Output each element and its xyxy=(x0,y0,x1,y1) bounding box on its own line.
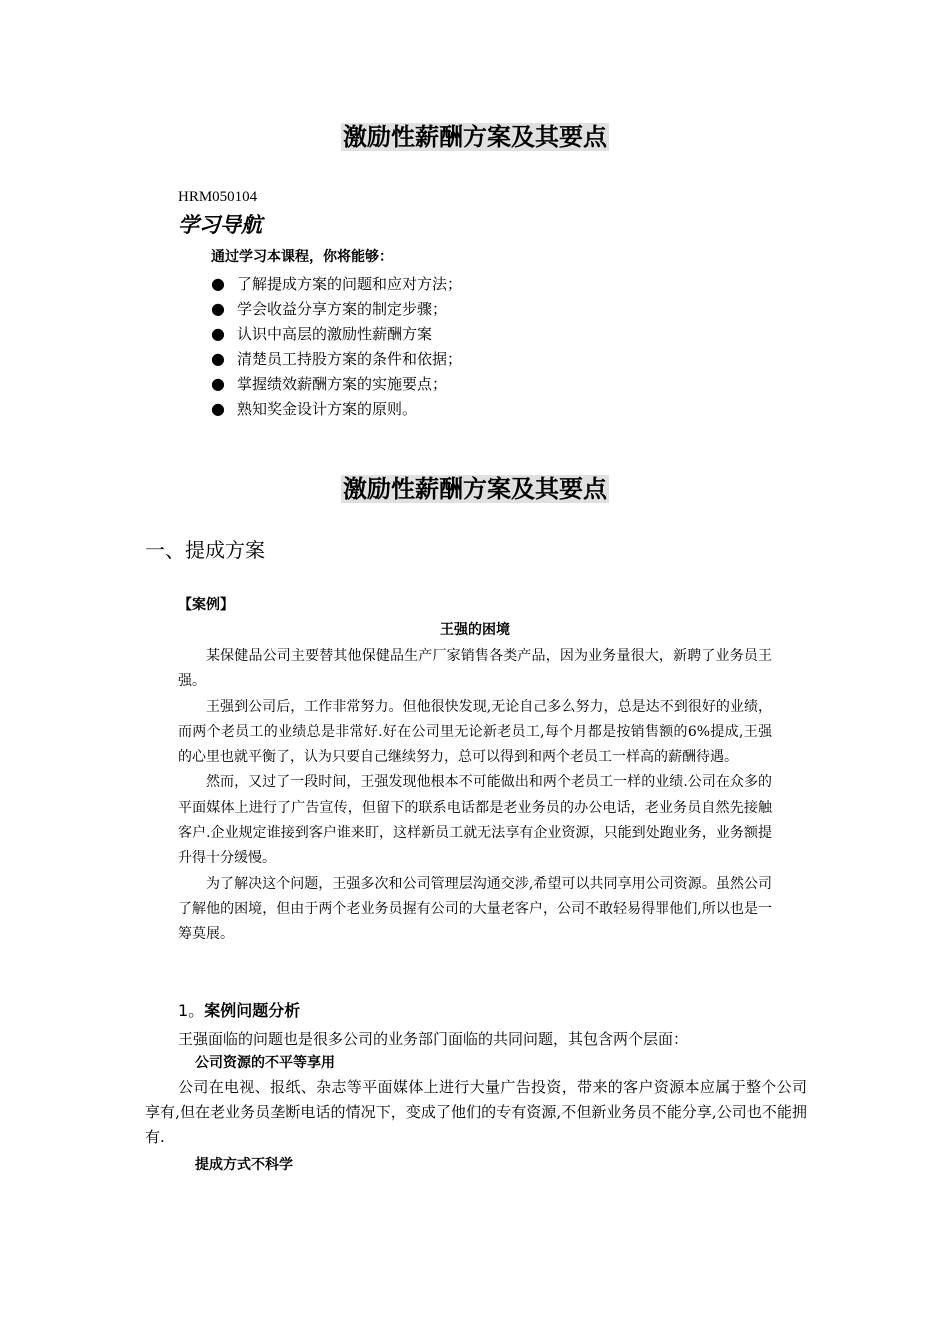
case-label: 【案例】 xyxy=(178,597,234,613)
analysis-intro: 王强面临的问题也是很多公司的业务部门面临的共同问题，其包含两个层面： xyxy=(178,1030,689,1048)
case-body xyxy=(178,644,772,948)
bullet-icon: ● xyxy=(211,399,225,418)
document-title xyxy=(0,122,950,152)
analysis-heading-text: 案例问题分析 xyxy=(204,1001,301,1020)
section-title xyxy=(0,474,950,504)
objective-text: 了解提成方案的问题和应对方法； xyxy=(237,275,463,293)
analysis-number: 1。 xyxy=(178,1001,205,1020)
case-paragraph: 为了解决这个问题，王强多次和公司管理层沟通交涉,希望可以共同享用公司资源。虽然公司了解他的困境，但由于两个老业务员握有公司的大量老客户，公司不敢轻易得罪他们,所以也是一筹莫展。 xyxy=(178,875,772,943)
bullet-icon: ● xyxy=(211,274,225,293)
case-paragraph: 然而，又过了一段时间，王强发现他根本不可能做出和两个老员工一样的业绩.公司在众多的平面媒体上进行了广告宣传，但留下的联系电话都是老业务员的办公电话，老业务员自然先接触客户.企业规定谁接到客户谁来盯，这样新员工就无法享有企业资源，只能到处跑业务，业务额提升得十分缓慢。 xyxy=(178,774,772,867)
bullet-icon: ● xyxy=(211,349,225,368)
bullet-icon: ● xyxy=(211,299,225,318)
objective-text: 清楚员工持股方案的条件和依据； xyxy=(237,350,463,368)
point-body-resources: 公司在电视、报纸、杂志等平面媒体上进行大量广告投资，带来的客户资源本应属于整个公司享有,但在老业务员垄断电话的情况下，变成了他们的专有资源,不但新业务员不能分享,公司也不能拥有. xyxy=(145,1078,807,1146)
objective-text: 掌握绩效薪酬方案的实施要点； xyxy=(237,375,448,393)
section-title-text: 激励性薪酬方案及其要点 xyxy=(343,475,607,503)
list-item xyxy=(211,396,462,421)
bullet-icon: ● xyxy=(211,374,225,393)
point-title-commission: 提成方式不科学 xyxy=(195,1157,293,1173)
objectives-list xyxy=(211,271,462,421)
list-item xyxy=(211,321,462,346)
objective-text: 认识中高层的激励性薪酬方案 xyxy=(237,325,433,343)
learning-navigation-heading: 学习导航 xyxy=(178,213,262,237)
list-item xyxy=(211,271,462,296)
case-title: 王强的困境 xyxy=(440,622,510,638)
analysis-heading xyxy=(178,999,300,1023)
case-paragraph: 某保健品公司主要替其他保健品生产厂家销售各类产品，因为业务量很大，新聘了业务员王强。 xyxy=(178,648,772,690)
list-item xyxy=(211,296,462,321)
list-item xyxy=(211,371,462,396)
learning-intro: 通过学习本课程，你将能够： xyxy=(211,249,393,265)
objective-text: 熟知奖金设计方案的原则。 xyxy=(237,400,418,418)
section-heading: 一、提成方案 xyxy=(145,538,265,562)
case-paragraph: 王强到公司后，工作非常努力。但他很快发现,无论自己多么努力，总是达不到很好的业绩，而两个老员工的业绩总是非常好.好在公司里无论新老员工,每个月都是按销售额的6%提成,王强的心里也就平衡了，认为只要自己继续努力，总可以得到和两个老员工一样高的薪酬待遇。 xyxy=(178,698,772,766)
list-item xyxy=(211,346,462,371)
bullet-icon: ● xyxy=(211,324,225,343)
document-title-text: 激励性薪酬方案及其要点 xyxy=(343,123,607,151)
objective-text: 学会收益分享方案的制定步骤； xyxy=(237,300,448,318)
course-code: HRM050104 xyxy=(178,189,258,205)
point-title-resources: 公司资源的不平等享用 xyxy=(195,1055,335,1071)
